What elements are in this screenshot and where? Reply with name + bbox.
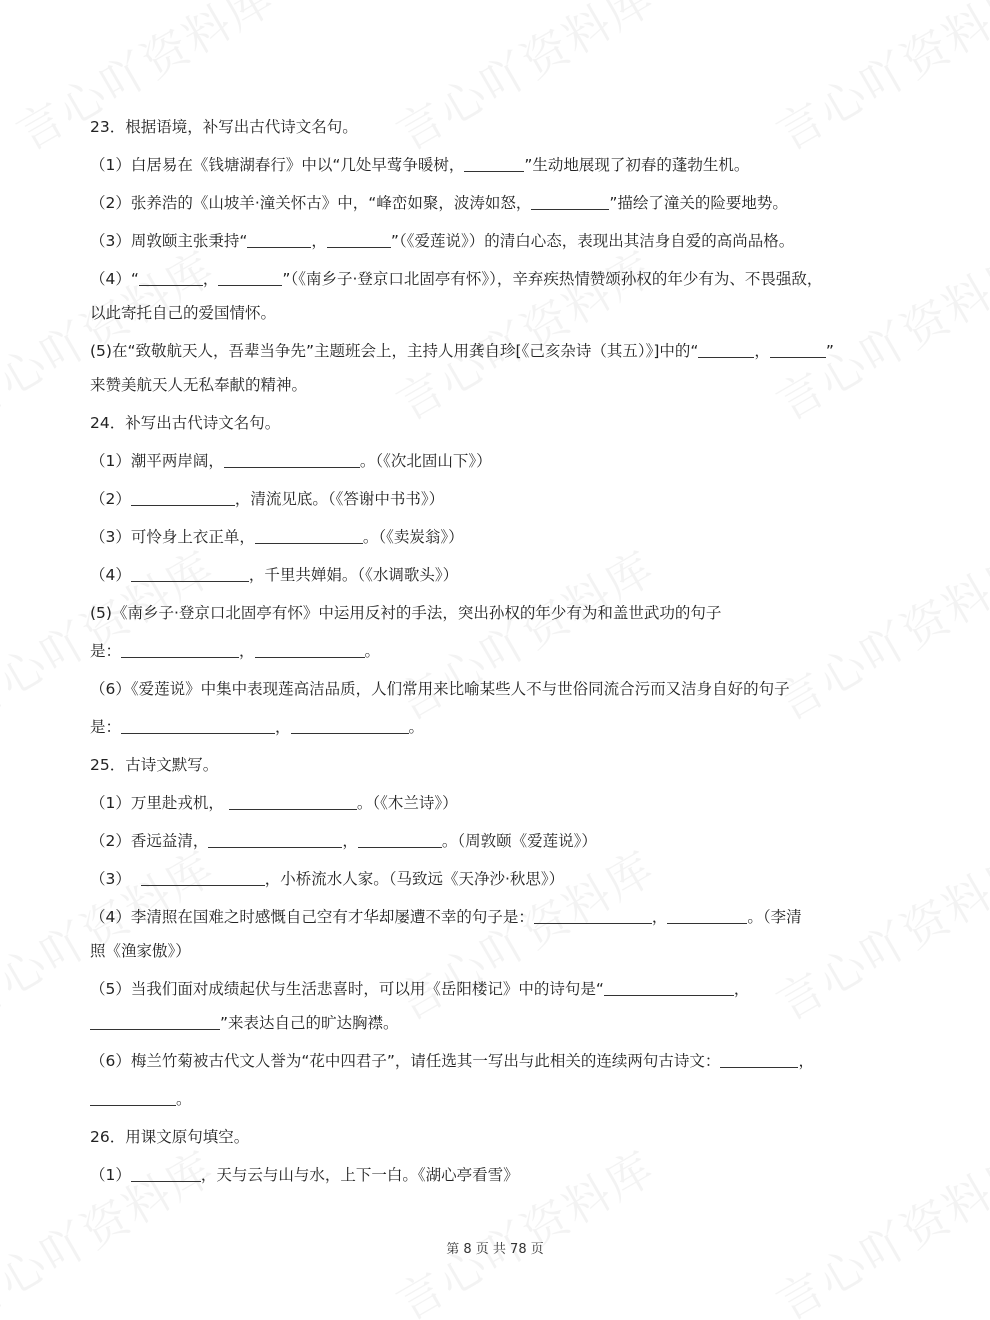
- item: （1） ，天与云与山与水，上下一白。《湖心亭看雪》: [90, 1166, 519, 1184]
- answer-blank[interactable]: [90, 1013, 220, 1030]
- item: （6）梅兰竹菊被古代文人誉为“花中四君子”，请任选其一写出与此相关的连续两句古诗文： ，: [90, 1052, 814, 1070]
- item: (5)在“致敬航天人，吾辈当争先”主题班会上，主持人用龚自珍[《己亥杂诗（其五）》]中的“ ， ”: [90, 342, 834, 360]
- question-25: [90, 754, 910, 1110]
- answer-blank[interactable]: [291, 717, 409, 734]
- answer-blank[interactable]: [667, 907, 747, 924]
- item: （6）《爱莲说》中集中表现莲高洁品质，人们常用来比喻某些人不与世俗同流合污而又洁身自好的句子: [90, 680, 790, 698]
- document-body: [90, 116, 910, 1186]
- page-number: 第 8 页 共 78 页: [446, 1242, 544, 1257]
- item: （3） ，小桥流水人家。（马致远《天净沙·秋思》）: [90, 870, 565, 888]
- answer-blank[interactable]: [358, 831, 442, 848]
- item-continued: 是： ， 。: [90, 642, 381, 660]
- answer-blank[interactable]: [464, 155, 524, 172]
- item: （3）可怜身上衣正单， 。（《卖炭翁》）: [90, 528, 464, 546]
- answer-blank[interactable]: [255, 641, 365, 658]
- answer-blank[interactable]: [698, 341, 754, 358]
- question-title: 26．用课文原句填空。: [90, 1128, 250, 1146]
- item: （1）白居易在《钱塘湖春行》中以“几处早莺争暖树， ”生动地展现了初春的蓬勃生机。: [90, 156, 750, 174]
- item: （1）潮平两岸阔， 。（《次北固山下》）: [90, 452, 492, 470]
- answer-blank[interactable]: [770, 341, 826, 358]
- answer-blank[interactable]: [131, 1165, 201, 1182]
- answer-blank[interactable]: [121, 641, 239, 658]
- answer-blank[interactable]: [255, 527, 363, 544]
- answer-blank[interactable]: [720, 1051, 798, 1068]
- item: （4）李清照在国难之时感慨自己空有才华却屡遭不幸的句子是： ， 。（李清: [90, 908, 802, 926]
- item: （3）周敦颐主张秉持“ ， ”（《爱莲说》）的清白心态，表现出其洁身自爱的高尚品格。: [90, 232, 795, 250]
- answer-blank[interactable]: [247, 231, 311, 248]
- question-title: 23．根据语境，补写出古代诗文名句。: [90, 118, 358, 136]
- answer-blank[interactable]: [131, 565, 249, 582]
- item-continued: 以此寄托自己的爱国情怀。: [90, 304, 277, 322]
- answer-blank[interactable]: [90, 1089, 176, 1106]
- item-continued: 是： ， 。: [90, 718, 425, 736]
- question-23: [90, 116, 910, 396]
- answer-blank[interactable]: [131, 489, 235, 506]
- question-26: [90, 1126, 910, 1186]
- item: （1）万里赴戎机， 。（《木兰诗》）: [90, 794, 458, 812]
- answer-blank[interactable]: [224, 451, 360, 468]
- question-title: 24．补写出古代诗文名句。: [90, 414, 281, 432]
- answer-blank[interactable]: [534, 907, 652, 924]
- answer-blank[interactable]: [139, 269, 203, 286]
- item: （5）当我们面对成绩起伏与生活悲喜时，可以用《岳阳楼记》中的诗句是“ ，: [90, 980, 750, 998]
- item-continued: 照《渔家傲》）: [90, 942, 191, 960]
- answer-blank[interactable]: [121, 717, 275, 734]
- item: （2）张养浩的《山坡羊·潼关怀古》中，“峰峦如聚，波涛如怒， ”描绘了潼关的险要地势。: [90, 194, 788, 212]
- answer-blank[interactable]: [604, 979, 734, 996]
- answer-blank[interactable]: [218, 269, 282, 286]
- item-continued: 。: [90, 1088, 910, 1110]
- item: （2） ，清流见底。（《答谢中书书》）: [90, 490, 445, 508]
- item: （2）香远益清， ， 。（周敦颐《爱莲说》）: [90, 832, 597, 850]
- item-continued: 来赞美航天人无私奉献的精神。: [90, 376, 308, 394]
- item-continued: ”来表达自己的旷达胸襟。: [90, 1012, 910, 1034]
- question-title: 25．古诗文默写。: [90, 756, 219, 774]
- item: (5)《南乡子·登京口北固亭有怀》中运用反衬的手法，突出孙权的年少有为和盖世武功的句子: [90, 604, 722, 622]
- answer-blank[interactable]: [327, 231, 391, 248]
- answer-blank[interactable]: [141, 869, 265, 886]
- question-24: [90, 412, 910, 738]
- item: （4）“ ， ”（《南乡子·登京口北固亭有怀》），辛弃疾热情赞颂孙权的年少有为、不畏强敌，: [90, 270, 823, 288]
- answer-blank[interactable]: [531, 193, 609, 210]
- item: （4） ，千里共婵娟。（《水调歌头》）: [90, 566, 459, 584]
- answer-blank[interactable]: [208, 831, 342, 848]
- answer-blank[interactable]: [229, 793, 357, 810]
